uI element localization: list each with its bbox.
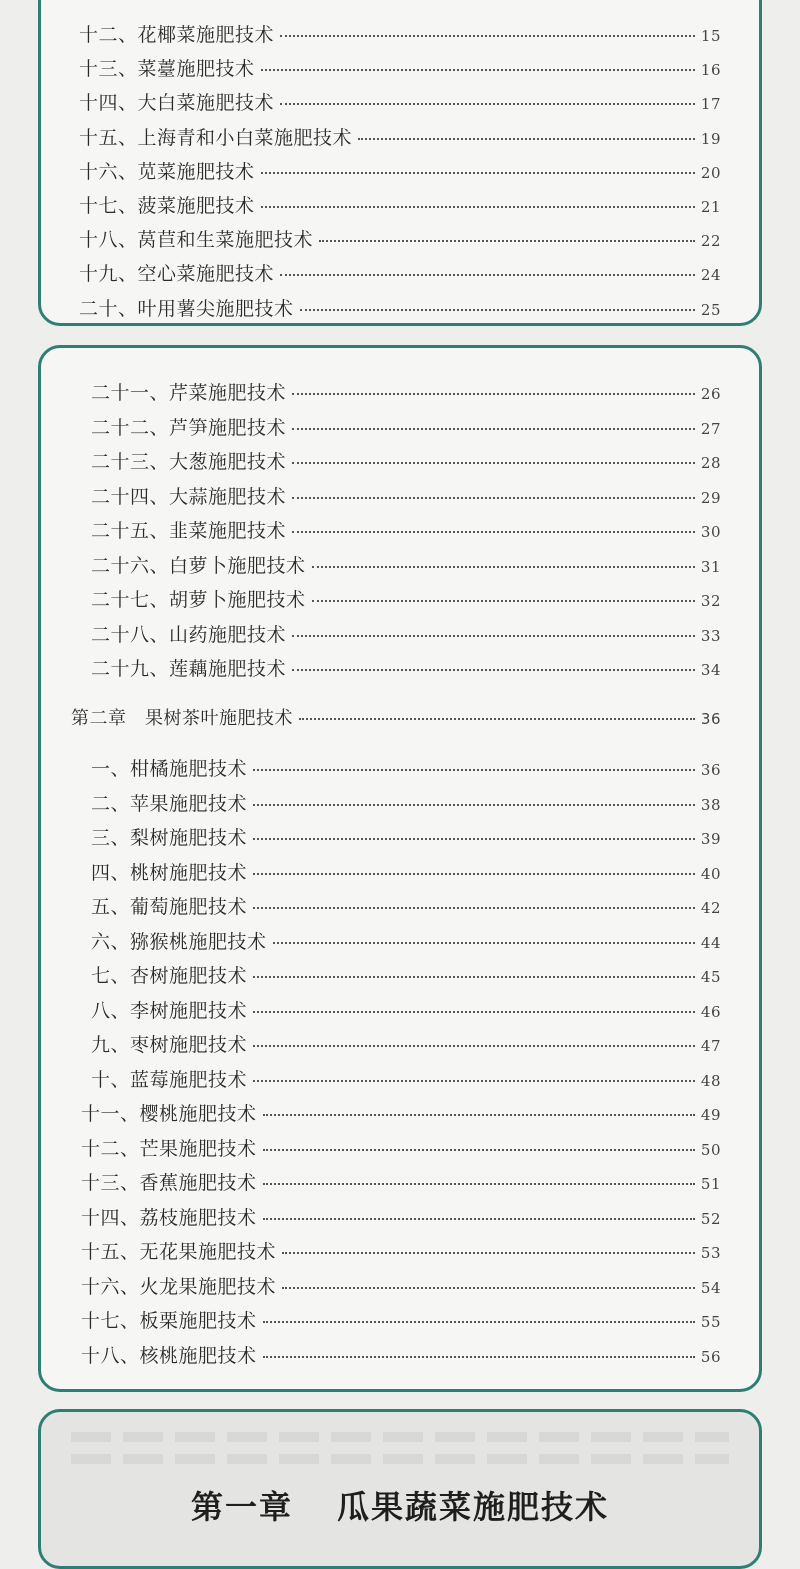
dot-leader [292,531,695,533]
toc-entry-title: 十七、板栗施肥技术 [81,1310,257,1332]
toc-entry-page-number: 30 [700,523,721,541]
toc-entry-page-number: 33 [700,626,721,645]
toc-entry-title: 二十六、白萝卜施肥技术 [91,554,306,577]
toc-entry [79,259,721,286]
toc-entry-page-number: 21 [700,198,721,216]
dot-leader [253,769,695,771]
toc-entry-page-number: 53 [700,1244,721,1262]
toc-entry-page-number: 40 [700,864,721,883]
toc-entry-page-number: 27 [700,419,721,438]
toc-entry-page-number: 48 [700,1071,721,1090]
toc-entry [79,123,721,150]
toc-page-panel-1 [38,0,762,326]
toc-entry [79,88,721,115]
toc-entry-title: 二十九、莲藕施肥技术 [91,658,287,680]
toc-entry [91,892,721,919]
toc-entry-page-number: 45 [700,968,721,986]
dot-leader [263,1149,695,1151]
dot-leader [253,838,695,840]
toc-entry [91,654,721,681]
toc-entry-page-number: 17 [700,95,721,114]
toc-entry-page-number: 44 [700,933,721,952]
toc-entry-title: 四、桃树施肥技术 [91,861,248,884]
toc-entry-page-number: 39 [700,830,721,848]
chapter-title: 瓜果蔬菜施肥技术 [337,1488,610,1526]
toc-entry [91,413,721,440]
toc-entry-page-number: 56 [700,1347,721,1366]
toc-entry [91,927,721,954]
dot-leader [261,206,695,208]
dot-leader [253,1011,695,1013]
toc-entry-title: 二十八、山药施肥技术 [91,623,287,646]
chapter-heading [41,1482,759,1528]
toc-entry-page-number: 51 [700,1175,721,1193]
dot-leader [312,566,695,568]
toc-entry-title: 十六、火龙果施肥技术 [81,1275,277,1298]
toc-entry [91,551,721,578]
dot-leader [253,1080,695,1082]
toc-entry-title: 第二章 果树茶叶施肥技术 [71,708,293,729]
dot-leader [312,600,695,602]
dot-leader [292,462,695,464]
dot-leader [261,69,695,71]
toc-entry-page-number: 55 [700,1313,721,1331]
toc-entry [91,378,721,405]
toc-entry-title: 二十二、芦笋施肥技术 [91,416,287,439]
toc-entry-title: 十二、花椰菜施肥技术 [79,24,275,46]
dot-leader [253,976,695,978]
dot-leader [299,718,695,720]
toc-chapter-entry [71,704,721,730]
toc-entry-title: 十三、香蕉施肥技术 [81,1172,257,1194]
toc-entry-title: 九、枣树施肥技术 [91,1034,248,1056]
toc-entry-title: 二十五、韭菜施肥技术 [91,520,287,542]
toc-entry-page-number: 29 [700,488,721,507]
toc-page-panel-2 [38,345,762,1392]
toc-entry [91,1065,721,1092]
toc-entry-page-number: 32 [700,592,721,610]
toc-entry [91,858,721,885]
dot-leader [292,497,695,499]
toc-entry-title: 二、苹果施肥技术 [91,792,248,815]
toc-entry [81,1237,721,1264]
toc-entry-page-number: 34 [700,661,721,679]
toc-entry-title: 十一、樱桃施肥技术 [81,1103,257,1125]
toc-entry-title: 六、猕猴桃施肥技术 [91,930,267,953]
toc-entry-title: 十、蓝莓施肥技术 [91,1068,248,1091]
dot-leader [300,309,695,311]
toc-entry-title: 二十、叶用薯尖施肥技术 [79,297,294,320]
toc-entry-title: 七、杏树施肥技术 [91,965,248,987]
toc-entry [91,1030,721,1057]
toc-entry-title: 十四、大白菜施肥技术 [79,92,275,115]
toc-entry [81,1134,721,1161]
dot-leader [319,240,695,242]
toc-entry-page-number: 22 [700,232,721,251]
toc-entry-page-number: 20 [700,163,721,182]
faded-text-line [71,1454,729,1464]
dot-leader [263,1114,695,1116]
toc-entry-page-number: 54 [700,1278,721,1297]
toc-entry [81,1341,721,1368]
toc-entry [91,447,721,474]
toc-entry-title: 一、柑橘施肥技术 [91,758,248,780]
faded-text-line [71,1432,729,1442]
dot-leader [263,1218,695,1220]
toc-entry-page-number: 42 [700,899,721,917]
toc-entry-page-number: 47 [700,1037,721,1055]
dot-leader [292,428,695,430]
toc-entry-title: 五、葡萄施肥技术 [91,896,248,918]
toc-entry-page-number: 36 [700,761,721,779]
dot-leader [263,1356,695,1358]
toc-entry [81,1272,721,1299]
dot-leader [292,635,695,637]
toc-entry-page-number: 50 [700,1140,721,1159]
toc-entry [79,225,721,252]
toc-entry [91,620,721,647]
toc-entry [91,754,721,781]
toc-entry-title: 二十三、大葱施肥技术 [91,451,287,473]
toc-entry [81,1168,721,1195]
dot-leader [273,942,695,944]
toc-entry-page-number: 46 [700,1002,721,1021]
toc-entry-page-number: 19 [700,129,721,148]
chapter-number: 第一章 [190,1488,293,1526]
toc-entry [91,482,721,509]
dot-leader [292,393,695,395]
toc-entry-page-number: 15 [700,27,721,45]
toc-entry-title: 二十四、大蒜施肥技术 [91,485,287,508]
toc-entry-title: 八、李树施肥技术 [91,999,248,1022]
toc-entry [79,294,721,321]
toc-entry-page-number: 28 [700,454,721,472]
toc-entry-page-number: 31 [700,557,721,576]
toc-entry-title: 十三、菜薹施肥技术 [79,58,255,81]
toc-entry-title: 十五、上海青和小白菜施肥技术 [79,126,353,149]
dot-leader [280,103,695,105]
dot-leader [282,1287,695,1289]
toc-entry-page-number: 36 [700,710,721,728]
toc-entry [91,516,721,543]
toc-entry-title: 十八、核桃施肥技术 [81,1344,257,1367]
dot-leader [358,138,695,140]
toc-entry [81,1306,721,1333]
toc-entry-title: 十六、苋菜施肥技术 [79,160,255,183]
toc-entry-title: 十九、空心菜施肥技术 [79,263,275,286]
toc-entry [91,961,721,988]
dot-leader [292,669,695,671]
dot-leader [282,1252,695,1254]
toc-entry-page-number: 38 [700,795,721,814]
toc-entry-title: 十七、菠菜施肥技术 [79,195,255,217]
toc-entry-title: 二十一、芹菜施肥技术 [91,382,287,404]
toc-entry [81,1203,721,1230]
toc-entry-title: 三、梨树施肥技术 [91,827,248,849]
toc-entry-page-number: 26 [700,385,721,403]
dot-leader [253,907,695,909]
toc-entry-title: 十四、荔枝施肥技术 [81,1206,257,1229]
toc-entry-page-number: 25 [700,300,721,319]
toc-entry [91,789,721,816]
toc-entry-page-number: 52 [700,1209,721,1228]
dot-leader [280,35,695,37]
toc-entry [79,54,721,81]
dot-leader [253,1045,695,1047]
dot-leader [263,1183,695,1185]
toc-entry [81,1099,721,1126]
chapter-page-panel [38,1409,762,1569]
toc-entry [79,157,721,184]
dot-leader [280,274,695,276]
toc-entry-title: 十五、无花果施肥技术 [81,1241,277,1263]
toc-entry [79,191,721,218]
toc-entry-title: 十八、莴苣和生菜施肥技术 [79,229,314,252]
toc-entry-title: 二十七、胡萝卜施肥技术 [91,589,306,611]
toc-entry [91,823,721,850]
toc-entry [91,996,721,1023]
toc-entry-page-number: 16 [700,61,721,80]
toc-entry-page-number: 24 [700,266,721,285]
dot-leader [261,172,695,174]
toc-entry [91,585,721,612]
toc-entry-page-number: 49 [700,1106,721,1124]
dot-leader [253,804,695,806]
toc-entry [79,20,721,47]
toc-entry-title: 十二、芒果施肥技术 [81,1137,257,1160]
dot-leader [253,873,695,875]
dot-leader [263,1321,695,1323]
